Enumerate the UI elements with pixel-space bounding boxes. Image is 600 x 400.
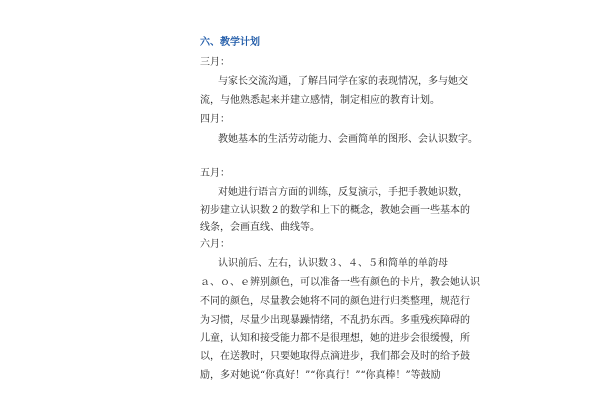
month-label-may: 五月： bbox=[200, 168, 230, 179]
paragraph-line: 认识前后、左右，认识数３、４、５和简单的单韵母 bbox=[218, 258, 448, 269]
month-label-march: 三月： bbox=[200, 57, 230, 68]
month-label-june: 六月： bbox=[200, 239, 230, 250]
section-heading: 六、教学计划 bbox=[200, 37, 260, 48]
paragraph-line: 以，在送教时，只要她取得点滴进步，我们都会及时的给予鼓 bbox=[200, 351, 470, 362]
paragraph-line: 励，多对她说“你真好！”“你真行！”“你真棒！”等鼓励 bbox=[200, 370, 441, 381]
paragraph-line: 对她进行语言方面的训练，反复演示，手把手教她识数， bbox=[218, 187, 468, 198]
month-label-april: 四月： bbox=[200, 114, 230, 125]
paragraph-line: 不同的颜色，尽量教会她将不同的颜色进行归类整理，规范行 bbox=[200, 296, 470, 307]
paragraph-line: 为习惯，尽量少出现暴躁情绪，不乱扔东西。多重残疾障碍的 bbox=[200, 315, 470, 326]
paragraph-line: 流，与他熟悉起来并建立感情，制定相应的教育计划。 bbox=[200, 95, 440, 106]
paragraph-line: ａ、ｏ、ｅ辨别颜色，可以准备一些有颜色的卡片，教会她认识 bbox=[200, 277, 480, 288]
paragraph-line: 初步建立认识数２的数学和上下的概念，教她会画一些基本的 bbox=[200, 205, 470, 216]
paragraph-line: 教她基本的生活劳动能力、会画简单的图形、会认识数字。 bbox=[218, 134, 478, 145]
paragraph-line: 与家长交流沟通，了解吕同学在家的表现情况，多与她交 bbox=[218, 76, 468, 87]
paragraph-line: 线条，会画直线、曲线等。 bbox=[200, 222, 320, 233]
paragraph-line: 儿童，认知和接受能力都不是很理想，她的进步会很缓慢，所 bbox=[200, 333, 470, 344]
